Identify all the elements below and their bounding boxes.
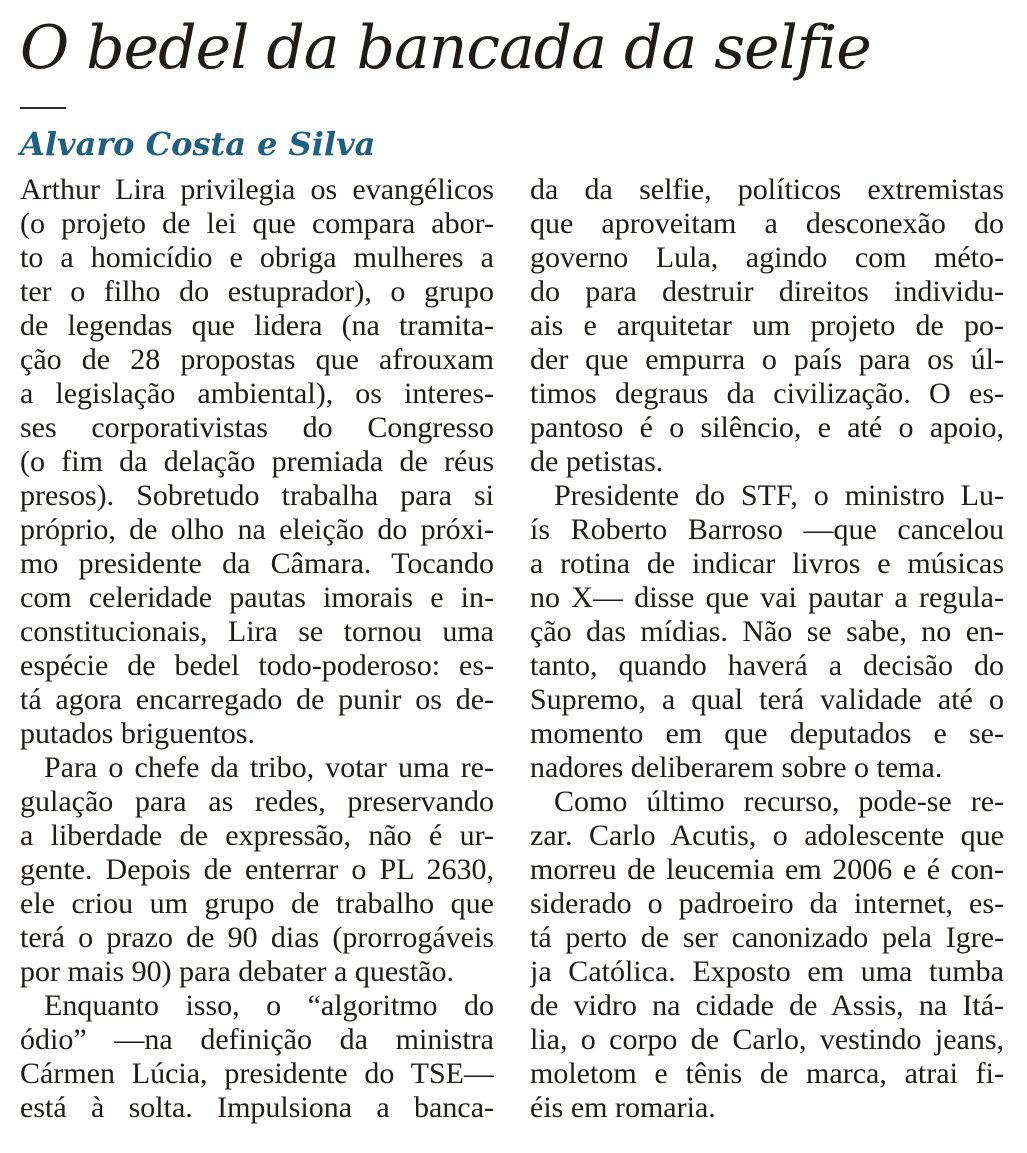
- article-text-line: zar. Carlo Acutis, o adolescente que: [530, 819, 1004, 852]
- article-text-line: ele criou um grupo de trabalho que: [20, 887, 494, 920]
- headline-divider: [20, 107, 66, 109]
- article-text-line: que aproveitam a desconexão do: [530, 207, 1004, 240]
- author-byline: Alvaro Costa e Silva: [20, 125, 376, 163]
- article-text-line: Enquanto isso, o “algoritmo do: [44, 989, 494, 1022]
- article-text-line: ódio” —na definição da ministra: [20, 1023, 494, 1056]
- article-text-line: constitucionais, Lira se tornou uma: [20, 615, 494, 648]
- article-text-line: de petistas.: [530, 445, 664, 478]
- article-text-line: moletom e tênis de marca, atrai fi-: [530, 1057, 1004, 1090]
- article-text-line: Supremo, a qual terá validade até o: [530, 683, 1004, 716]
- article-text-line: da da selfie, políticos extremistas: [530, 173, 1004, 206]
- article-text-line: ses corporativistas do Congresso: [20, 411, 494, 444]
- article-text-line: ís Roberto Barroso —que cancelou: [530, 513, 1004, 546]
- article-text-line: timos degraus da civilização. O es-: [530, 377, 1004, 410]
- article-text-line: der que empurra o país para os úl-: [530, 343, 1004, 376]
- article-text-line: pantoso é o silêncio, e até o apoio,: [530, 411, 1004, 444]
- article-text-line: a rotina de indicar livros e músicas: [530, 547, 1004, 580]
- article-text-line: gulação para as redes, preservando: [20, 785, 494, 818]
- article-text-line: de vidro na cidade de Assis, na Itá-: [530, 989, 1004, 1022]
- article-text-line: governo Lula, agindo com méto-: [530, 241, 1004, 274]
- article-text-line: do para destruir direitos individu-: [530, 275, 1004, 308]
- article-text-line: Presidente do STF, o ministro Lu-: [554, 479, 1004, 512]
- article-text-line: ja Católica. Exposto em uma tumba: [530, 955, 1004, 988]
- article-text-line: ais e arquitetar um projeto de po-: [530, 309, 1004, 342]
- article-text-line: presos). Sobretudo trabalha para si: [20, 479, 494, 512]
- article-text-line: terá o prazo de 90 dias (prorrogáveis: [20, 921, 494, 954]
- article-text-line: próprio, de olho na eleição do próxi-: [20, 513, 494, 546]
- article-text-line: tanto, quando haverá a decisão do: [530, 649, 1004, 682]
- article-text-line: éis em romaria.: [530, 1091, 716, 1124]
- article-text-line: com celeridade pautas imorais e in-: [20, 581, 494, 614]
- article-text-line: nadores deliberarem sobre o tema.: [530, 751, 943, 784]
- article-text-line: Para o chefe da tribo, votar uma re-: [44, 751, 494, 784]
- article-text-line: ção das mídias. Não se sabe, no en-: [530, 615, 1004, 648]
- article-text-line: ção de 28 propostas que afrouxam: [20, 343, 494, 376]
- article-text-line: tá agora encarregado de punir os de-: [20, 683, 494, 716]
- article-text-line: gente. Depois de enterrar o PL 2630,: [20, 853, 494, 886]
- article-text-line: tá perto de ser canonizado pela Igre-: [530, 921, 1004, 954]
- article-text-line: (o projeto de lei que compara abor-: [20, 207, 494, 240]
- article-text-line: (o fim da delação premiada de réus: [20, 445, 494, 478]
- article-column-left: [20, 173, 494, 1125]
- article-text-line: a liberdade de expressão, não é ur-: [20, 819, 494, 852]
- article-column-right: [530, 173, 1004, 1125]
- article-text-line: to a homicídio e obriga mulheres a: [20, 241, 494, 274]
- article-text-line: Arthur Lira privilegia os evangélicos: [20, 173, 494, 206]
- article-text-line: ter o filho do estuprador), o grupo: [20, 275, 494, 308]
- article-text-line: Como último recurso, pode-se re-: [554, 785, 1004, 818]
- article-headline: O bedel da bancada da selfie: [20, 13, 871, 83]
- article-text-line: no X— disse que vai pautar a regula-: [530, 581, 1004, 614]
- article-text-line: a legislação ambiental), os interes-: [20, 377, 494, 410]
- article-text-line: putados briguentos.: [20, 717, 255, 750]
- article-text-line: por mais 90) para debater a questão.: [20, 955, 454, 988]
- article-text-line: lia, o corpo de Carlo, vestindo jeans,: [530, 1023, 1004, 1056]
- article-text-line: morreu de leucemia em 2006 e é con-: [530, 853, 1004, 886]
- article-text-line: momento em que deputados e se-: [530, 717, 1004, 750]
- article-text-line: mo presidente da Câmara. Tocando: [20, 547, 494, 580]
- article-text-line: siderado o padroeiro da internet, es-: [530, 887, 1004, 920]
- article-text-line: espécie de bedel todo-poderoso: es-: [20, 649, 494, 682]
- article-text-line: Cármen Lúcia, presidente do TSE—: [20, 1057, 494, 1090]
- article-text-line: está à solta. Impulsiona a banca-: [20, 1091, 494, 1124]
- article-text-line: de legendas que lidera (na tramita-: [20, 309, 494, 342]
